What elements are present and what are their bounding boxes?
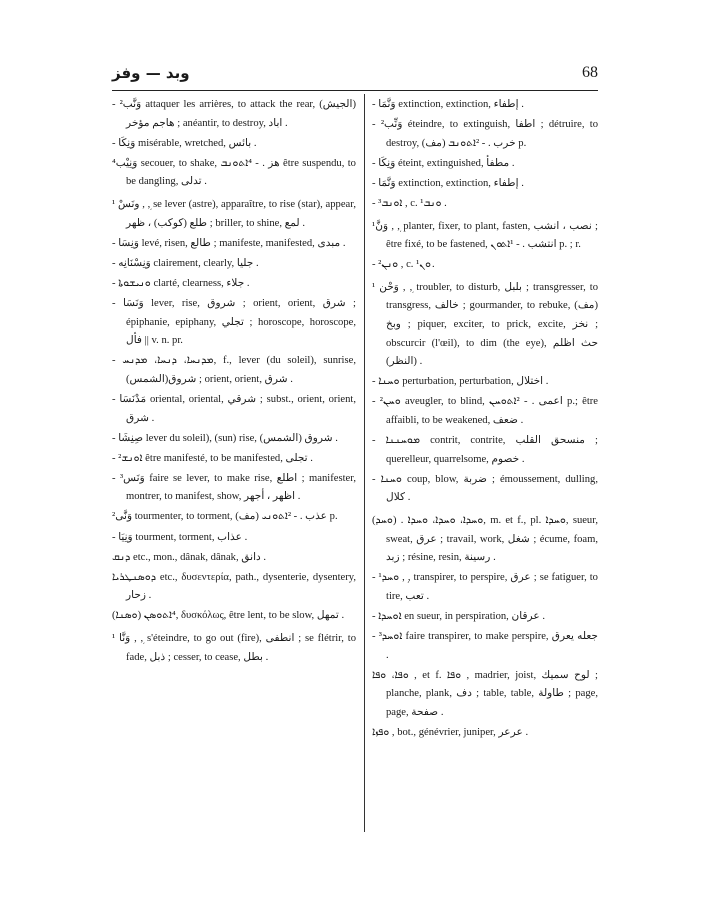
dictionary-entry: - ²وَنِّب éteindre, to extinguish, اطفا ; détruire, to destroy, (مف) خرب . - ²ܐܬܘܢܒ p. [372, 119, 599, 149]
page-header [112, 64, 598, 86]
dictionary-entry: - ³وَنَس faire se lever, to make rise, اطلع ; manifester, montrer, to manifest, show, اظهر ، أجهر . [112, 472, 356, 503]
dictionary-entry: ¹وَنَّ , ܼ, planter, fixer, to plant, fasten, نصب ، انشب ; être fixé, to be fastened, انتشب . - ¹ܐܬܘܢ p. ; r. [372, 220, 599, 251]
dictionary-entry: - ܡܕܢܚܐ، ܕܢܚܐ، ܡܕܢܚ, f., lever (du soleil), sunrise, شروق(الشمس) ; orient, orient, شرق . [112, 355, 356, 385]
dictionary-entry: - وَنَسَا lever, rise, شروق ; orient, orient, شرق ; épiphanie, epiphany, تجلي ; horoscope, horoscope, فأل || v. n. pr. [112, 297, 356, 347]
dictionary-entry: - ܘܚܢܐ coup, blow, ضربة ; émoussement, dulling, كلال . [372, 473, 598, 504]
dictionary-entry: - ܡܘܚܢܢܐ contrit, contrite, منسحق القلب ; querelleur, quarrelsome, خصوم . [372, 435, 598, 465]
dictionary-entry: - ܘܢܝܫܘܬܐ clarté, clearness, جلاء . [112, 277, 250, 289]
dictionary-entry: ܕܢܩ etc., mon., dânak, dânak, دانق . [112, 551, 267, 563]
running-head: وبد — وفز [112, 64, 190, 82]
dictionary-entry: ¹ وَحْن , ܼ, troubler, to disturb, بلبل ; transgresser, to transgress, خالف ; gourmander, to rebuke, (مف) وبخ ; piquer, exciter, to prick, excite, نخز ; obscurcir (l'œil), to dim (the eye), حث اظلم (النظر) . [372, 281, 599, 368]
dictionary-entry: - وَنَّمَا extinction, extinction, إطفاء . [372, 177, 524, 189]
left-column [112, 96, 356, 669]
dictionary-entry: - ²ܘܢܢ , c. ¹ܘܢ . [372, 259, 435, 271]
dictionary-entry: - ¹ܘܚܕ , ܼ, transpirer, to perspire, عرق ; se fatiguer, to tire, تعب . [372, 572, 598, 602]
dictionary-entry: - ܐܘܚܕܐ en sueur, in perspiration, عرقان . [372, 610, 546, 622]
dictionary-entry: ¹ ونَسْ , ܼ, se lever (astre), apparaître, to rise (star), appear, طلع (كوكب) ، ظهر ; briller, to shine, لمع . [112, 198, 356, 229]
dictionary-entry: - وَنِسَا levé, risen, طالع ; manifeste, manifested, مبدى . [112, 237, 346, 249]
dictionary-entry: - صِنِشَا lever du soleil), (sun) rise, شروق (الشمس) . [112, 432, 338, 444]
dictionary-entry: ⁴وَنِيْب secouer, to shake, هز . - ⁴ܐܬܘܢܒ être suspendu, to be dangling, تدلى . [112, 157, 356, 188]
column-divider [364, 94, 365, 832]
dictionary-entry: ܘܦܐ، ܘܦܐ , et f. ܘܦܐ , madrier, joist, لوح سميك ; planche, plank, دف ; table, table, طاولة ; page, page, صفحة . [372, 669, 598, 718]
dictionary-entry: - ܘܚܢܐ perturbation, perturbation, اختلال . [372, 376, 549, 388]
dictionary-entry: - ²وَنَّب attaquer les arrières, to attack the rear, (الجيش) هاجم مؤخر ; anéantir, to destroy, اباد . [112, 99, 356, 129]
dictionary-entry: - وَنَّمَا extinction, extinction, إطفاء . [372, 99, 524, 110]
dictionary-entry: - ³ܐܘܢܒ , c. ¹ܘܢܒ . [372, 197, 447, 209]
dictionary-entry: - ²ܘܚܢ aveugler, to blind, اعمى . - ²ܐܬܘܚܢ p.; être affaibli, to be weakened, ضعف . [372, 396, 599, 426]
dictionary-entry: (ܘܚܕ) . ܘܚܕܐ، ܘܚܕܐ، ܘܚܕܐ, m. et f., pl. ܘܚܕܐ, sueur, sweat, عرق ; travail, work, شغل ; écume, foam, زبد ; résine, resin, رسينة . [372, 514, 598, 564]
dictionary-entry: ¹ وَنَّا , ܼ, s'éteindre, to go out (fire), انطفى ; se flétrir, to fade, ذبل ; cesser, to cease, بطل . [112, 633, 356, 663]
dictionary-entry: ²وَنَّى tourmenter, to torment, (مف) عذب . - ²ܐܬܘܢܝ p. [112, 511, 338, 523]
dictionary-entry: - ³ܐܘܚܕ faire transpirer, to make perspire, جعله يعرق . [372, 631, 598, 661]
header-rule [112, 90, 598, 91]
dictionary-entry: - وَنِكَا misérable, wretched, بائس . [112, 137, 257, 149]
dictionary-entry: - ²ܐܘܢܫ être manifesté, to be manifested, تجلى . [112, 452, 313, 464]
page-number: 68 [582, 64, 598, 81]
dictionary-entry: - مَدْنَسَا oriental, oriental, شرقي ; subst., orient, orient, شرق . [112, 393, 356, 424]
dictionary-entry: - وَنِيَا tourment, torment, عذاب . [112, 531, 248, 543]
right-column [372, 96, 598, 744]
dictionary-entry: ܘܦܙܐ , bot., génévrier, juniper, عرعر . [372, 727, 529, 738]
dictionary-entry: - وَنِسْنَانِه clairement, clearly, جليا . [112, 257, 259, 269]
dictionary-entry: (ܘܣܢܐ) ⁴ܐܬܘܣܢ, δυσκόλως, être lent, to be slow, تمهل . [112, 610, 345, 622]
dictionary-entry: ܕܘܣܢܛܪܝܐ etc., δυσεντερία, path., dysenterie, dysentery, زحار . [112, 571, 356, 602]
dictionary-entry: - وَنِكَا éteint, extinguished, مطفأ . [372, 157, 515, 169]
